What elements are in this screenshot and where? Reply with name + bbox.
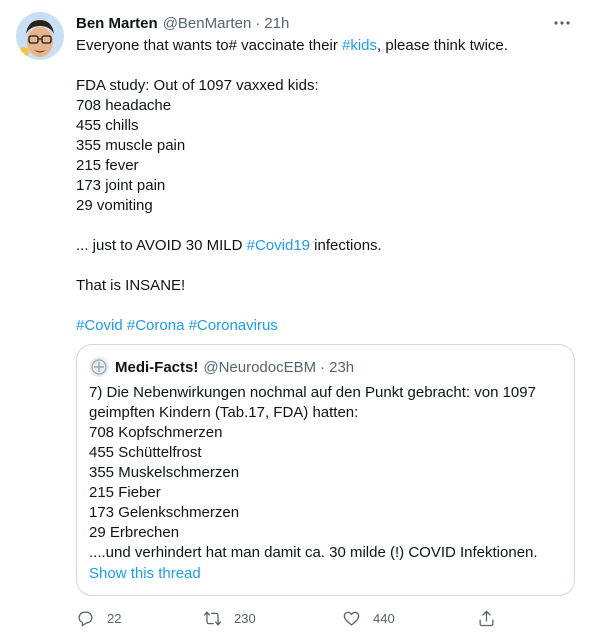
quoted-line: ....und verhindert hat man damit ca. 30 milde (!) COVID Infektionen. (89, 544, 538, 561)
avatar[interactable] (16, 12, 64, 60)
more-options-icon[interactable] (548, 12, 576, 34)
like-icon (342, 609, 361, 628)
show-thread-link[interactable]: Show this thread (89, 565, 201, 582)
retweet-button[interactable] (203, 606, 256, 630)
reply-count: 22 (107, 610, 122, 626)
retweet-icon (203, 609, 222, 628)
tweet-line: 173 joint pain (76, 177, 166, 194)
tweet-text: Everyone that wants to# vaccinate their (76, 37, 342, 54)
quoted-tweet-header (89, 357, 354, 377)
tweet-line (76, 36, 576, 56)
tweet-text: infections. (310, 237, 382, 254)
author-handle[interactable]: @BenMarten (162, 14, 252, 32)
tweet-line: 455 chills (76, 117, 139, 134)
author-name[interactable]: Ben Marten (76, 14, 158, 32)
reply-button[interactable] (76, 606, 121, 630)
tweet-time[interactable]: 21h (264, 14, 290, 32)
hashtag-link[interactable]: #Covid19 (246, 237, 311, 254)
separator-dot: · (320, 358, 326, 376)
quoted-author-handle[interactable]: @NeurodocEBM (203, 358, 317, 376)
quoted-line: 215 Fieber (89, 484, 161, 501)
share-icon (477, 609, 496, 628)
share-button[interactable] (477, 606, 496, 630)
retweet-count: 230 (234, 610, 256, 626)
like-count: 440 (373, 610, 395, 626)
tweet-line: FDA study: Out of 1097 vaxxed kids: (76, 77, 319, 94)
tweet-line: 708 headache (76, 97, 172, 114)
tweet-body (76, 36, 576, 336)
medi-facts-avatar-icon (89, 357, 109, 377)
reply-icon (76, 609, 95, 628)
tweet-actions (76, 606, 576, 630)
tweet-header (76, 12, 576, 34)
memoji-avatar-icon (16, 12, 64, 60)
tweet-text: ... just to AVOID 30 MILD (76, 237, 247, 254)
tweet-line: That is INSANE! (76, 277, 186, 294)
tweet-line (76, 236, 576, 256)
hashtag-link[interactable]: #Corona (126, 317, 185, 334)
tweet-line: 29 vomiting (76, 197, 153, 214)
quoted-line: 455 Schüttelfrost (89, 444, 202, 461)
like-button[interactable] (342, 606, 395, 630)
quoted-tweet-time[interactable]: 23h (329, 358, 355, 376)
quoted-tweet[interactable] (76, 344, 575, 596)
tweet-line: 355 muscle pain (76, 137, 186, 154)
hashtag-link[interactable]: #kids (341, 37, 378, 54)
tweet-text: , please think twice. (377, 37, 508, 54)
quoted-line: 7) Die Nebenwirkungen nochmal auf den Punkt gebracht: von 1097 (89, 384, 536, 401)
quoted-line: 173 Gelenkschmerzen (89, 504, 240, 521)
hashtags-line (76, 316, 576, 336)
quoted-line: 708 Kopfschmerzen (89, 424, 223, 441)
hashtag-link[interactable]: #Covid (76, 317, 123, 334)
quoted-line: 355 Muskelschmerzen (89, 464, 240, 481)
separator-dot: · (255, 14, 261, 32)
tweet-line: 215 fever (76, 157, 139, 174)
quoted-line: geimpften Kindern (Tab.17, FDA) hatten: (89, 404, 359, 421)
hashtag-link[interactable]: #Coronavirus (188, 317, 278, 334)
quoted-line: 29 Erbrechen (89, 524, 180, 541)
quoted-tweet-body (89, 383, 565, 563)
quoted-author-name[interactable]: Medi-Facts! (115, 358, 199, 376)
